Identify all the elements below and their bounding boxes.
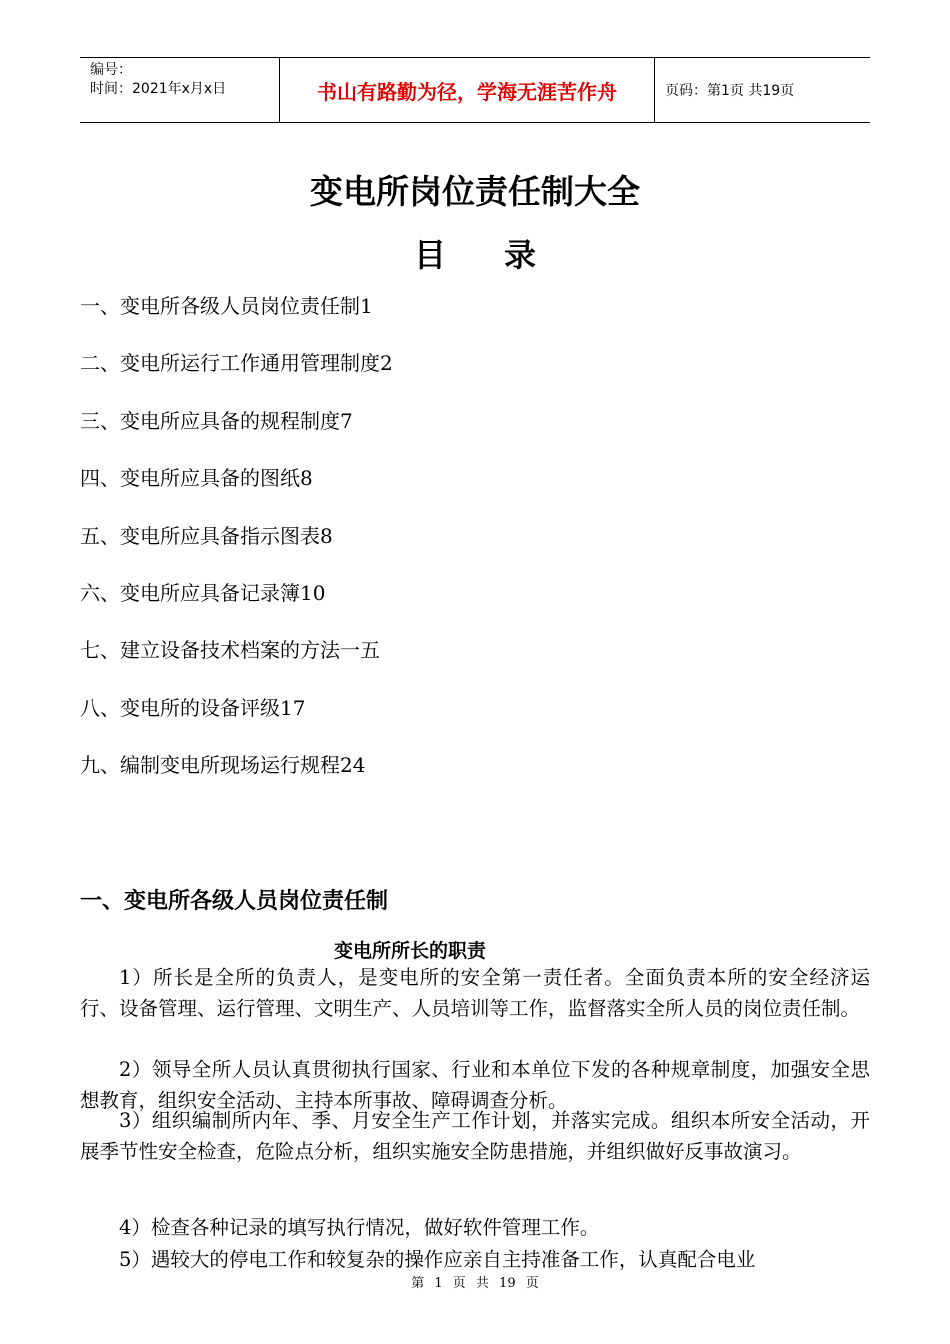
toc-item[interactable]: 八、变电所的设备评级17 — [80, 695, 306, 720]
toc-item[interactable]: 九、编制变电所现场运行规程24 — [80, 753, 366, 778]
toc-title: 目录 — [413, 236, 594, 274]
toc-item[interactable]: 三、变电所应具备的规程制度7 — [80, 408, 353, 433]
document-title: 变电所岗位责任制大全 — [310, 172, 640, 211]
serial-label: 编号： — [90, 62, 132, 78]
header-meta-cell — [80, 58, 280, 122]
table-of-contents — [80, 292, 393, 809]
paragraph: 5）遇较大的停电工作和较复杂的操作应亲自主持准备工作，认真配合电业 — [119, 1248, 756, 1271]
time-label: 时间：2021年x月x日 — [90, 81, 227, 97]
toc-item[interactable]: 七、建立设备技术档案的方法一五 — [80, 638, 380, 663]
paragraph: 1）所长是全所的负责人，是变电所的安全第一责任者。全面负责本所的安全经济运行、设备管理、运行管理、文明生产、人员培训等工作，监督落实全所人员的岗位责任制。 — [80, 966, 870, 1020]
paragraph: 4）检查各种记录的填写执行情况，做好软件管理工作。 — [119, 1216, 600, 1239]
toc-item[interactable]: 一、变电所各级人员岗位责任制1 — [80, 294, 373, 318]
sub-heading: 变电所所长的职责 — [333, 940, 486, 962]
paragraph: 3）组织编制所内年、季、月安全生产工作计划，并落实完成。组织本所安全活动，开展季节性安全检查，危险点分析，组织实施安全防患措施，并组织做好反事故演习。 — [80, 1109, 870, 1163]
page-footer: 第 1 页 共 19 页 — [411, 1276, 539, 1291]
toc-item[interactable]: 二、变电所运行工作通用管理制度2 — [80, 351, 393, 376]
paragraph: 2）领导全所人员认真贯彻执行国家、行业和本单位下发的各种规章制度，加强安全思想教育，组织安全活动、主持本所事故、障碍调查分析。 — [80, 1058, 870, 1112]
header-page-cell — [655, 58, 870, 122]
page-info: 页码：第1页 共19页 — [665, 83, 795, 99]
section-heading: 一、变电所各级人员岗位责任制 — [80, 889, 389, 914]
header-motto-cell — [280, 58, 655, 122]
toc-item[interactable]: 六、变电所应具备记录簿10 — [80, 580, 326, 605]
toc-item[interactable]: 五、变电所应具备指示图表8 — [80, 523, 333, 548]
toc-item[interactable]: 四、变电所应具备的图纸8 — [80, 466, 313, 491]
motto-text: 书山有路勤为径，学海无涯苦作舟 — [317, 79, 617, 104]
header-table — [80, 57, 870, 123]
